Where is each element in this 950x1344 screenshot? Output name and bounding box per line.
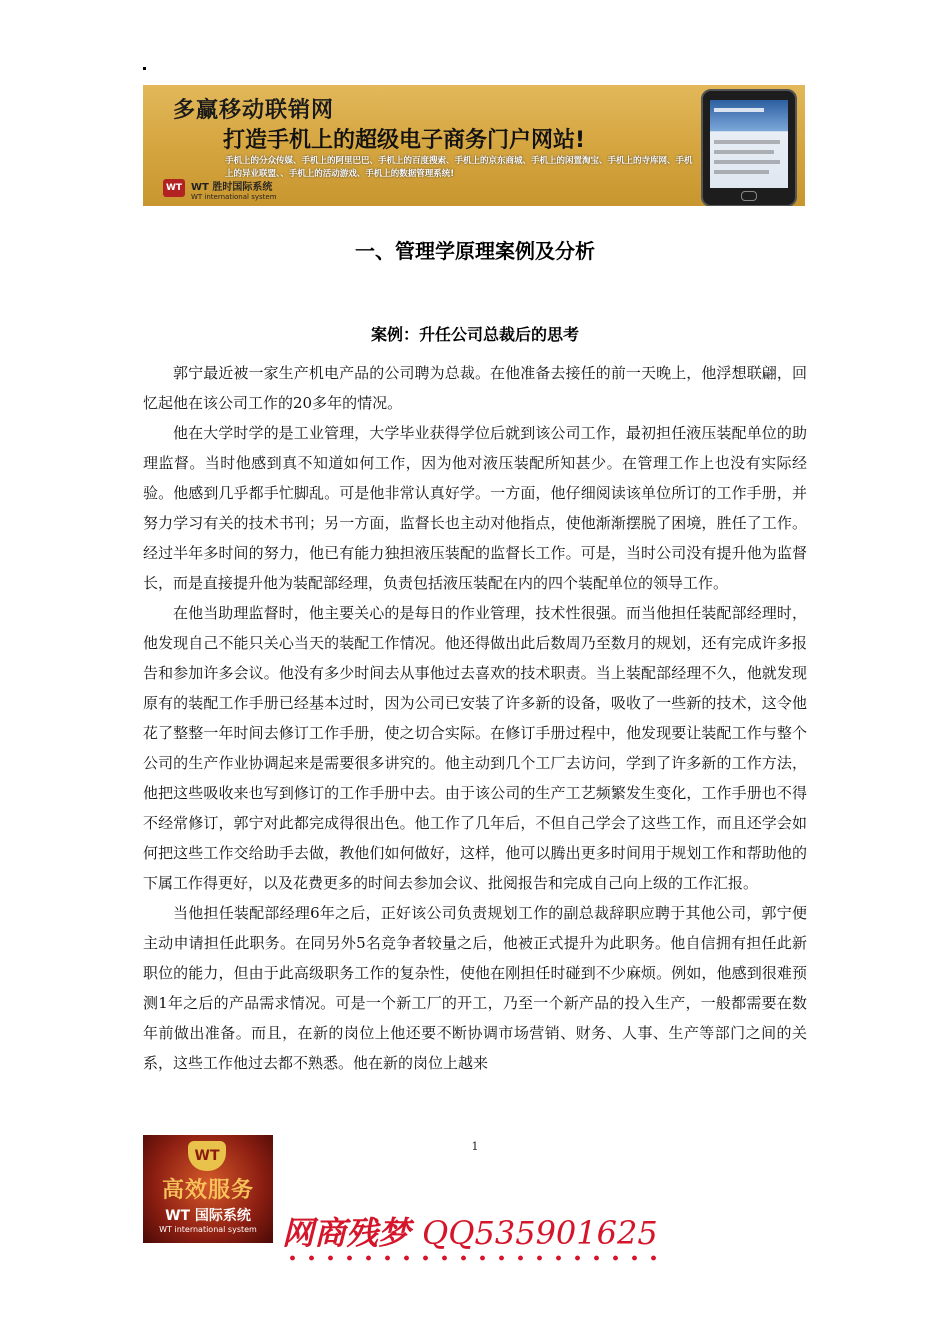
phone-home-button (741, 191, 757, 201)
wt-logo-icon: WT (163, 179, 185, 197)
banner-description: 手机上的分众传媒、手机上的阿里巴巴、手机上的百度搜索、手机上的京东商城、手机上的闲置淘宝、手机上的寺库网、手机上的异业联盟、、手机上的活动游戏、手机上的数据管理系统! (225, 156, 693, 179)
banner-logo-en: WT international system (191, 193, 277, 201)
paragraph: 他在大学时学的是工业管理，大学毕业获得学位后就到该公司工作，最初担任液压装配单位的助理监督。当时他感到真不知道如何工作，因为他对液压装配所知甚少。在管理工作上也没有实际经验。他感到几乎都手忙脚乱。可是他非常认真好学。一方面，他仔细阅读该单位所订的工作手册，并努力学习有关的技术书刊；另一方面，监督长也主动对他指点，使他渐渐摆脱了困境，胜任了工作。经过半年多时间的努力，他已有能力独担液压装配的监督长工作。可是，当时公司没有提升他为监督长，而是直接提升他为装配部经理，负责包括液压装配在内的四个装配单位的领导工作。 (143, 424, 807, 592)
banner-title: 多赢移动联销网 (173, 98, 335, 123)
banner-logo-text (191, 178, 277, 201)
phone-icon (701, 89, 797, 206)
document-body (143, 358, 807, 1078)
phone-screen (710, 100, 788, 188)
dotted-underline (283, 1254, 663, 1262)
header-banner (143, 85, 805, 206)
footer-contact (282, 1208, 658, 1254)
case-title: 案例：升任公司总裁后的思考 (370, 325, 579, 344)
banner-logo-cn: WT 胜时国际系统 (191, 182, 273, 193)
page-number: 1 (471, 1140, 479, 1153)
bullet-mark (143, 67, 146, 70)
stamp-system-cn: WT 国际系统 (165, 1208, 251, 1224)
banner-slogan: 打造手机上的超级电子商务门户网站! (223, 128, 586, 153)
stamp-system-en: WT international system (159, 1225, 257, 1234)
contact-name: 网商残梦 (282, 1214, 411, 1252)
document-heading: 一、管理学原理案例及分析 (355, 239, 595, 263)
paragraph: 在他当助理监督时，他主要关心的是每日的作业管理，技术性很强。而当他担任装配部经理时，他发现自己不能只关心当天的装配工作情况。他还得做出此后数周乃至数月的规划，还有完成许多报告和参加许多会议。他没有多少时间去从事他过去喜欢的技术职责。当上装配部经理不久，他就发现原有的装配工作手册已经基本过时，因为公司已安装了许多新的设备，吸收了一些新的技术，这令他花了整整一年时间去修订工作手册，使之切合实际。在修订手册过程中，他发现要让装配工作与整个公司的生产作业协调起来是需要很多讲究的。他主动到几个工厂去访问，学到了许多新的工作方法，他把这些吸收来也写到修订的工作手册中去。由于该公司的生产工艺频繁发生变化，工作手册也不得不经常修订，郭宁对此都完成得很出色。他工作了几年后，不但自己学会了这些工作，而且还学会如何把这些工作交给助手去做，教他们如何做好，这样，他可以腾出更多时间用于规划工作和帮助他的下属工作得更好，以及花费更多的时间去参加会议、批阅报告和完成自己向上级的工作汇报。 (143, 604, 807, 892)
stamp-slogan: 高效服务 (161, 1178, 254, 1203)
shield-icon: WT (188, 1141, 226, 1171)
footer-stamp-logo (143, 1135, 273, 1243)
paragraph: 郭宁最近被一家生产机电产品的公司聘为总裁。在他准备去接任的前一天晚上，他浮想联翩，回忆起他在该公司工作的20多年的情况。 (143, 364, 807, 412)
contact-qq: QQ535901625 (422, 1214, 658, 1252)
paragraph: 当他担任装配部经理6年之后，正好该公司负责规划工作的副总裁辞职应聘于其他公司，郭宁便主动申请担任此职务。在同另外5名竞争者较量之后，他被正式提升为此职务。他自信拥有担任此新职位的能力，但由于此高级职务工作的复杂性，使他在刚担任时碰到不少麻烦。例如，他感到很难预测1年之后的产品需求情况。可是一个新工厂的开工，乃至一个新产品的投入生产，一般都需要在数年前做出准备。而且，在新的岗位上他还要不断协调市场营销、财务、人事、生产等部门之间的关系，这些工作他过去都不熟悉。他在新的岗位上越来 (143, 904, 807, 1072)
